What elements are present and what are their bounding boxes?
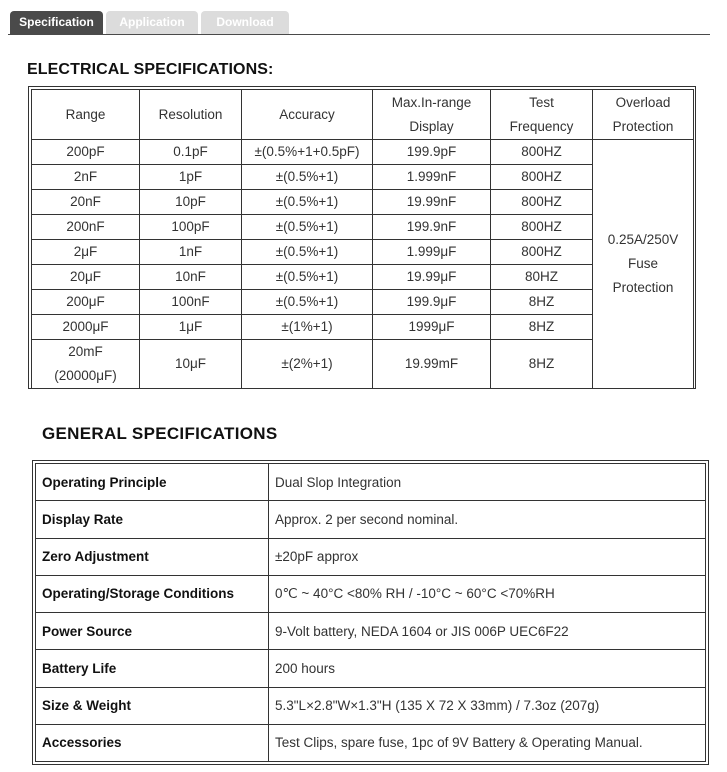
header-max-display-line2: Display bbox=[409, 118, 454, 134]
cell-range: 20nF bbox=[32, 190, 140, 215]
spec-key: Power Source bbox=[36, 613, 269, 650]
header-max-display-line1: Max.In-range bbox=[391, 94, 472, 110]
spec-key: Operating Principle bbox=[36, 464, 269, 501]
overload-line3: Protection bbox=[612, 280, 674, 295]
cell-accuracy: ±(0.5%+1) bbox=[242, 165, 373, 190]
cell-display: 199.9μF bbox=[373, 290, 491, 315]
spec-value: 0℃ ~ 40°C <80% RH / -10°C ~ 60°C <70%RH bbox=[269, 575, 706, 612]
spec-value: ±20pF approx bbox=[269, 538, 706, 575]
cell-display: 199.9nF bbox=[373, 215, 491, 240]
cell-range-line1: 20mF bbox=[68, 344, 103, 359]
cell-range: 200nF bbox=[32, 215, 140, 240]
cell-range bbox=[32, 340, 140, 389]
cell-accuracy: ±(0.5%+1) bbox=[242, 290, 373, 315]
cell-range: 200pF bbox=[32, 140, 140, 165]
cell-frequency: 800HZ bbox=[491, 190, 593, 215]
cell-resolution: 1μF bbox=[140, 315, 242, 340]
cell-overload-protection bbox=[593, 140, 694, 389]
cell-frequency: 800HZ bbox=[491, 165, 593, 190]
cell-resolution: 100nF bbox=[140, 290, 242, 315]
cell-frequency: 8HZ bbox=[491, 340, 593, 389]
spec-key: Operating/Storage Conditions bbox=[36, 575, 269, 612]
cell-frequency: 800HZ bbox=[491, 240, 593, 265]
cell-accuracy: ±(0.5%+1) bbox=[242, 240, 373, 265]
cell-resolution: 1pF bbox=[140, 165, 242, 190]
header-test-frequency-line1: Test bbox=[529, 94, 554, 110]
cell-range: 2000μF bbox=[32, 315, 140, 340]
spec-key: Zero Adjustment bbox=[36, 538, 269, 575]
general-specifications-heading: GENERAL SPECIFICATIONS bbox=[42, 424, 278, 443]
header-test-frequency-line2: Frequency bbox=[509, 118, 574, 134]
general-spec-table-frame bbox=[32, 460, 709, 765]
cell-resolution: 10pF bbox=[140, 190, 242, 215]
cell-display: 199.9pF bbox=[373, 140, 491, 165]
general-spec-table bbox=[35, 463, 706, 762]
header-overload-line1: Overload bbox=[615, 94, 671, 110]
cell-range: 200μF bbox=[32, 290, 140, 315]
cell-display: 19.99nF bbox=[373, 190, 491, 215]
electrical-spec-table-frame bbox=[28, 86, 696, 389]
table-row bbox=[36, 613, 706, 650]
cell-accuracy: ±(0.5%+1) bbox=[242, 265, 373, 290]
cell-display: 1.999nF bbox=[373, 165, 491, 190]
cell-accuracy: ±(1%+1) bbox=[242, 315, 373, 340]
table-row bbox=[36, 464, 706, 501]
cell-frequency: 80HZ bbox=[491, 265, 593, 290]
header-resolution: Resolution bbox=[140, 90, 242, 140]
cell-accuracy: ±(0.5%+1) bbox=[242, 190, 373, 215]
electrical-spec-table bbox=[31, 89, 694, 389]
table-row bbox=[36, 538, 706, 575]
cell-display: 1999μF bbox=[373, 315, 491, 340]
cell-display: 19.99μF bbox=[373, 265, 491, 290]
cell-resolution: 100pF bbox=[140, 215, 242, 240]
header-max-display bbox=[373, 90, 491, 140]
spec-value: 200 hours bbox=[269, 650, 706, 687]
cell-range: 20μF bbox=[32, 265, 140, 290]
header-overload-protection bbox=[593, 90, 694, 140]
cell-range: 2μF bbox=[32, 240, 140, 265]
spec-value: Dual Slop Integration bbox=[269, 464, 706, 501]
table-row bbox=[36, 724, 706, 761]
overload-line2: Fuse bbox=[627, 256, 658, 271]
cell-resolution: 1nF bbox=[140, 240, 242, 265]
tab-application[interactable]: Application bbox=[106, 11, 198, 34]
header-overload-line2: Protection bbox=[612, 118, 674, 134]
tab-download[interactable]: Download bbox=[201, 11, 289, 34]
cell-display: 19.99mF bbox=[373, 340, 491, 389]
cell-accuracy: ±(0.5%+1+0.5pF) bbox=[242, 140, 373, 165]
cell-resolution: 0.1pF bbox=[140, 140, 242, 165]
table-row bbox=[36, 501, 706, 538]
cell-frequency: 800HZ bbox=[491, 140, 593, 165]
spec-value: 9-Volt battery, NEDA 1604 or JIS 006P UEC6F22 bbox=[269, 613, 706, 650]
tab-specification[interactable]: Specification bbox=[10, 11, 103, 34]
cell-frequency: 8HZ bbox=[491, 290, 593, 315]
cell-frequency: 8HZ bbox=[491, 315, 593, 340]
table-row bbox=[36, 650, 706, 687]
electrical-specifications-heading: ELECTRICAL SPECIFICATIONS: bbox=[27, 61, 274, 78]
header-test-frequency bbox=[491, 90, 593, 140]
table-header-row bbox=[32, 90, 694, 140]
overload-line1: 0.25A/250V bbox=[607, 232, 679, 247]
spec-key: Display Rate bbox=[36, 501, 269, 538]
table-row bbox=[32, 140, 694, 165]
header-range: Range bbox=[32, 90, 140, 140]
cell-resolution: 10nF bbox=[140, 265, 242, 290]
cell-range-line2: (20000μF) bbox=[54, 368, 117, 383]
cell-frequency: 800HZ bbox=[491, 215, 593, 240]
cell-resolution: 10μF bbox=[140, 340, 242, 389]
cell-range: 2nF bbox=[32, 165, 140, 190]
spec-key: Battery Life bbox=[36, 650, 269, 687]
header-accuracy: Accuracy bbox=[242, 90, 373, 140]
spec-value: Test Clips, spare fuse, 1pc of 9V Battery & Operating Manual. bbox=[269, 724, 706, 761]
cell-display: 1.999μF bbox=[373, 240, 491, 265]
cell-accuracy: ±(2%+1) bbox=[242, 340, 373, 389]
spec-value: 5.3"L×2.8"W×1.3"H (135 X 72 X 33mm) / 7.3oz (207g) bbox=[269, 687, 706, 724]
spec-key: Accessories bbox=[36, 724, 269, 761]
spec-value: Approx. 2 per second nominal. bbox=[269, 501, 706, 538]
table-row bbox=[36, 575, 706, 612]
table-row bbox=[36, 687, 706, 724]
tab-bar bbox=[8, 11, 710, 35]
cell-accuracy: ±(0.5%+1) bbox=[242, 215, 373, 240]
spec-key: Size & Weight bbox=[36, 687, 269, 724]
